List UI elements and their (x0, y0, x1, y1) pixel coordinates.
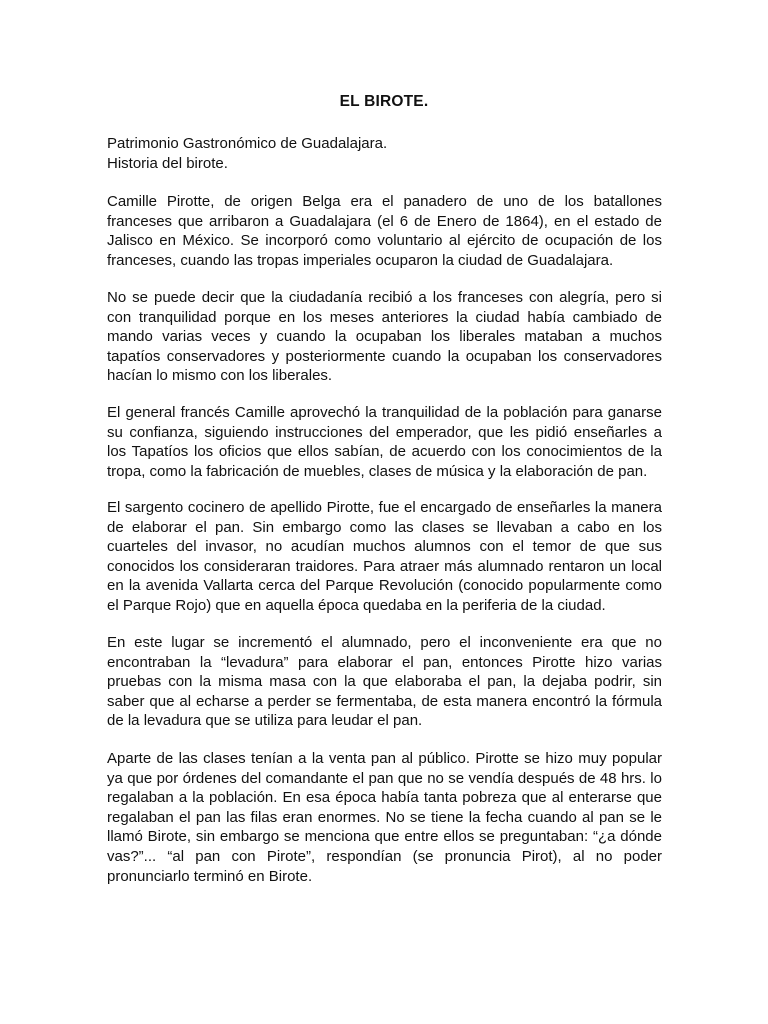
paragraph-4 (107, 498, 662, 616)
paragraph-line: conocidos los consideraran traidores. Para atraer más alumnado rentaron un local (107, 557, 662, 575)
document-subtitle-2: Historia del birote. (107, 154, 228, 172)
paragraph-line: vas?”... “al pan con Pirote”, respondían (se pronuncia Pirot), al no poder (107, 847, 662, 865)
paragraph-line: Aparte de las clases tenían a la venta pan al público. Pirotte se hizo muy popular (107, 750, 662, 767)
paragraph-line: con tranquilidad porque en los meses anteriores la ciudad había cambiado de (107, 308, 662, 326)
document-subtitle-1: Patrimonio Gastronómico de Guadalajara. (107, 135, 388, 152)
paragraph-line: regalaban el pan las filas eran enormes. No se tiene la fecha cuando al pan se le (107, 808, 662, 826)
paragraph-line: en la avenida Vallarta cerca del Parque Revolución (conocido popularmente como (107, 577, 662, 595)
paragraph-line: saber que al echarse a perder se fermentaba, de esta manera encontró la fórmula (107, 692, 662, 710)
paragraph-line: regalaban a la población. En esa época había tanta pobreza que al enterarse que (107, 789, 662, 807)
paragraph-line: En este lugar se incrementó el alumnado, pero el inconveniente era que no (107, 634, 662, 651)
paragraph-line: No se puede decir que la ciudadanía recibió a los franceses con alegría, pero si (107, 289, 662, 306)
paragraph-line: ya que por órdenes del comandante el pan que no se vendía después de 48 hrs. lo (107, 769, 662, 787)
paragraph-line: pronunciarlo terminó en Birote. (107, 867, 313, 885)
paragraph-1 (107, 192, 662, 270)
paragraph-6 (107, 749, 662, 886)
paragraph-5 (107, 633, 662, 731)
paragraph-line: llamó Birote, sin embargo se menciona que entre ellos se preguntaban: “¿a dónde (107, 828, 662, 846)
paragraph-line: de la levadura que se utiliza para leudar el pan. (107, 712, 423, 730)
paragraph-line: hacían lo mismo con los liberales. (107, 367, 333, 385)
paragraph-line: franceses que arribaron a Guadalajara (el 6 de Enero de 1864), en el estado de (107, 212, 662, 230)
paragraph-line: tapatíos conservadores y posteriormente cuando la ocupaban los conservadores (107, 347, 662, 365)
paragraph-line: franceses, cuando las tropas imperiales ocuparon la ciudad de Guadalajara. (107, 251, 614, 269)
paragraph-line: cuarteles del invasor, no acudían muchos alumnos con el temor de que sus (107, 538, 662, 556)
paragraph-2 (107, 288, 662, 386)
paragraph-line: El sargento cocinero de apellido Pirotte, fue el encargado de enseñarles la manera (107, 499, 662, 516)
paragraph-line: de elaborar el pan. Sin embargo como las clases se llevaban a cabo en los (107, 518, 662, 536)
paragraph-line: su confianza, siguiendo instrucciones del emperador, que les pidió enseñarles a (107, 423, 662, 441)
document-title: EL BIROTE. (339, 93, 429, 110)
paragraph-line: tropa, como la fabricación de muebles, clases de música y la elaboración de pan. (107, 462, 648, 480)
paragraph-line: Jalisco en México. Se incorporó como voluntario al ejército de ocupación de los (107, 232, 662, 250)
paragraph-line: Camille Pirotte, de origen Belga era el panadero de uno de los batallones (107, 193, 662, 210)
paragraph-3 (107, 403, 662, 481)
paragraph-line: encontraban la “levadura” para elaborar el pan, entonces Pirotte hizo varias (107, 653, 662, 671)
paragraph-line: mando varias veces y cuando la ocupaban los liberales mataban a muchos (107, 328, 662, 346)
paragraph-line: los Tapatíos los oficios que ellos sabían, de acuerdo con los conocimientos de la (107, 443, 662, 461)
paragraph-line: pruebas con la misma masa con la que elaboraba el pan, la dejaba podrir, sin (107, 673, 662, 691)
paragraph-line: el Parque Rojo) que en aquella época quedaba en la periferia de la ciudad. (107, 596, 606, 614)
paragraph-line: El general francés Camille aprovechó la tranquilidad de la población para ganarse (107, 404, 662, 421)
